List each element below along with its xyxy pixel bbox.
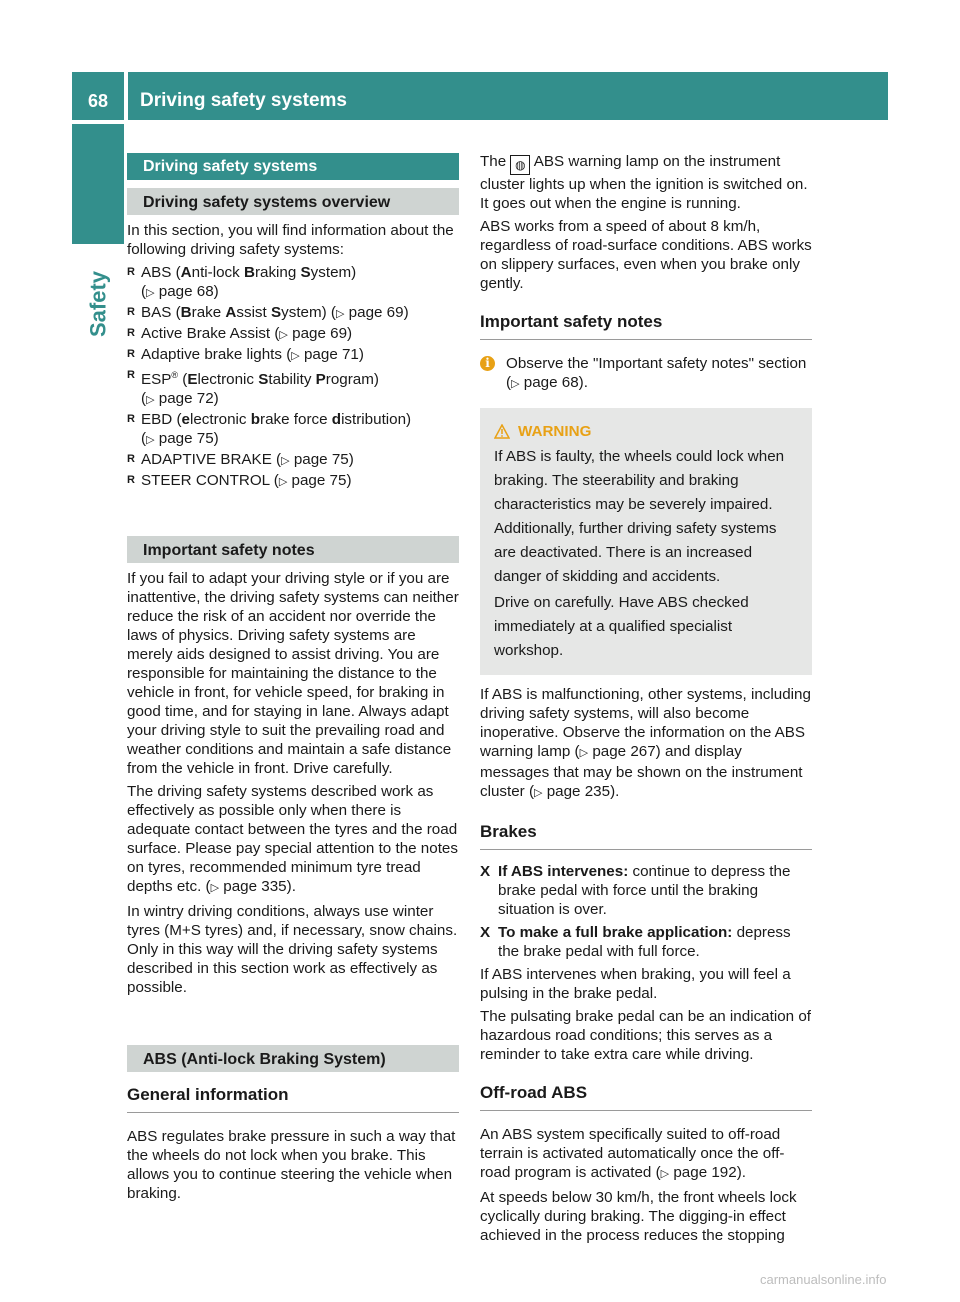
page-ref-link[interactable]: page 267 (592, 743, 656, 760)
important-heading-right: Important safety notes (480, 311, 812, 340)
list-item: R Adaptive brake lights (▷ page 71) (127, 345, 459, 366)
page-ref-link[interactable]: page 71 (303, 346, 359, 363)
tyres-paragraph: The driving safety systems described work as effectively as possible only when there is adequate contact between the tyres and the road surface. Please pay special attention to the notes on tyres, recommended minimum tyre tread depths etc. (▷ page 335). (127, 783, 458, 896)
list-item: R STEER CONTROL (▷ page 75) (127, 471, 459, 492)
offroad-speed-paragraph: At speeds below 30 km/h, the front wheels lock cyclically during braking. The digging-in effect achieved in the process reduces the stopping (480, 1189, 797, 1244)
step-arrow-icon: X (480, 863, 491, 880)
page-ref-link[interactable]: page 192 (673, 1164, 737, 1181)
page-number: 68 (87, 91, 109, 111)
page-ref-link[interactable]: page 68 (523, 374, 579, 391)
step-item: X If ABS intervenes: continue to depress the brake pedal with force until the braking situation is over. (480, 863, 791, 918)
list-item: R BAS (Brake Assist System) (▷ page 69) (127, 303, 459, 324)
pulsing-paragraph: If ABS intervenes when braking, you will feel a pulsing in the brake pedal. (480, 966, 791, 1002)
important-heading: Important safety notes (127, 536, 459, 563)
page-ref-link[interactable]: page 75 (291, 472, 347, 490)
winter-paragraph: In wintry driving conditions, always use winter tyres (M+S tyres) and, if necessary, snow chains. Only in this way will the driving safety systems described in this section work as effectively as possible. (127, 903, 458, 997)
abs-heading: ABS (Anti-lock Braking System) (127, 1045, 459, 1072)
chapter-title: Driving safety systems (128, 72, 888, 120)
warning-triangle-icon (494, 424, 510, 439)
watermark: carmanualsonline.info (760, 1272, 887, 1287)
list-item: R ABS (Anti-lock Braking System) (▷ page 68) (127, 263, 459, 303)
page-ref-link[interactable]: page 75 (158, 430, 214, 448)
list-item: R EBD (electronic brake force distribution) (▷ page 75) (127, 410, 459, 450)
indication-paragraph: The pulsating brake pedal can be an indication of hazardous road conditions; this serves as a reminder to take extra care while driving. (480, 1008, 811, 1063)
warning-box (480, 408, 812, 675)
important-paragraph: If you fail to adapt your driving style or if you are inattentive, the driving safety systems can neither reduce the risk of an accident nor override the laws of physics. Driving safety systems are merely aids designed to assist driving. You are responsible for maintaining the distance to the vehicle in front, for vehicle speed, for braking in good time, and for staying in lane. Always adapt your driving style to suit the prevailing road and weather conditions and maintain a safe distance from the vehicle in front. Drive carefully. (127, 570, 459, 778)
offroad-paragraph: An ABS system specifically suited to off-road terrain is activated automatically once the off-road program is activated (▷ page 192). (480, 1126, 785, 1181)
brakes-heading: Brakes (480, 821, 812, 850)
side-tab-label: Safety (85, 270, 111, 338)
left-column (127, 153, 459, 1207)
page-ref-link[interactable]: page 335 (223, 878, 287, 896)
page-ref-link[interactable]: page 69 (348, 304, 404, 321)
abs-warning-lamp-icon: ◍ (510, 155, 530, 175)
overview-intro: In this section, you will find information about the following driving safety systems: (127, 222, 454, 258)
warning-title: WARNING (494, 422, 798, 441)
lamp-paragraph: The ◍ ABS warning lamp on the instrument cluster lights up when the ignition is switched on. It goes out when the engine is running. (480, 153, 808, 212)
list-item: R ESP® (Electronic Stability Program) (▷ page 72) (127, 366, 459, 410)
list-item: R ADAPTIVE BRAKE (▷ page 75) (127, 450, 459, 471)
step-arrow-icon: X (480, 924, 491, 941)
side-tab-block (72, 124, 124, 244)
page-ref-link[interactable]: page 68 (158, 283, 214, 300)
page-ref-link[interactable]: page 72 (158, 390, 214, 408)
page-ref-link[interactable]: page 75 (293, 451, 349, 469)
section-title: Driving safety systems (127, 153, 459, 180)
speed-paragraph: ABS works from a speed of about 8 km/h, regardless of road-surface conditions. ABS works on slippery surfaces, even when you brake only gently. (480, 218, 812, 292)
observe-note: i Observe the "Important safety notes" section (▷ page 68). (480, 354, 812, 394)
side-tab (72, 244, 124, 364)
offroad-heading: Off-road ABS (480, 1082, 812, 1111)
list-item: R Active Brake Assist (▷ page 69) (127, 324, 459, 345)
warning-action: Drive on carefully. Have ABS checked immediately at a qualified specialist workshop. (494, 594, 749, 659)
info-icon: i (480, 356, 495, 371)
overview-heading: Driving safety systems overview (127, 188, 459, 215)
right-column (480, 152, 812, 1249)
general-paragraph: ABS regulates brake pressure in such a way that the wheels do not lock when you brake. This allows you to continue steering the vehicle when braking. (127, 1128, 456, 1203)
general-info-heading: General information (127, 1084, 459, 1113)
page-ref-link[interactable]: page 235 (546, 783, 611, 800)
systems-list (127, 263, 459, 492)
step-item: X To make a full brake application: depress the brake pedal with full force. (480, 924, 791, 960)
warning-text: If ABS is faulty, the wheels could lock when braking. The steerability and braking characteristics may be severely impaired. Additionally, further driving safety systems are deactivated. There is an increased danger of skidding and accidents. (494, 448, 785, 585)
malfunction-paragraph: If ABS is malfunctioning, other systems, including driving safety systems, will also become inoperative. Observe the information on the ABS warning lamp (▷ page 267) and display messages that may be shown on the instrument cluster (▷ page 235). (480, 686, 811, 800)
page-ref-link[interactable]: page 69 (292, 325, 348, 342)
